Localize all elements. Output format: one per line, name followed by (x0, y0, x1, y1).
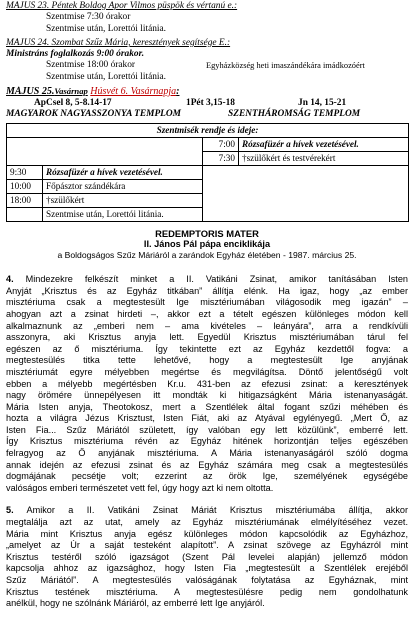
may23-heading: MÁJUS 23. Péntek Boldog Apor Vilmos püspök és vértanú e.: (6, 1, 238, 11)
paragraph-line (6, 552, 408, 564)
bulletin-page (6, 0, 408, 610)
line-text: Isten Fia... Szűz Máriától született, így valóban egy lett közülünk”, emberré lett. (6, 424, 408, 435)
line-text: Krisztus testéről szóló igazságot (Szent Pál levelei alapján) jellemző módon (6, 551, 408, 562)
table-row (7, 137, 409, 151)
paragraph-line (6, 413, 408, 425)
paragraph-line (6, 402, 408, 414)
time-cell: 10:00 (7, 179, 43, 193)
line-text: Szűz Máriától”. A megtestesülés valóságának folytatása az Egyháznak, mint (6, 575, 408, 585)
paragraph-line (6, 529, 408, 541)
paragraph-line (6, 505, 408, 517)
line-text: Mindezekre felkészít minket a II. Vatikáni Zsinat, amikor tanításában Isten (25, 274, 408, 285)
may24-adoration: Egyházközség heti imaszándékára imádkozóért (206, 61, 365, 71)
may23-litany-text: Szentmise után, Lorettói litánia. (46, 23, 167, 34)
may23-litany (6, 24, 408, 35)
paragraph-line (6, 379, 408, 391)
line-text: felragyog az Ő anyjának misztériuma. A Mária istenanyaságáról szóló dogma (6, 448, 408, 459)
time-cell: 9:30 (7, 165, 43, 179)
line-text: Így Krisztus misztériuma révén az Egyház hitének horizontján teljes egészében (6, 436, 408, 447)
encyclical-subtitle: II. János Pál pápa enciklikája (143, 238, 271, 249)
litany-text: Szentmise után, Lorettói litánia. (46, 208, 164, 219)
paragraph-4 (6, 274, 408, 494)
line-text: ahogyan azt a zsinat hirdeti –, akkor ezt a tételt egészen különleges módon kell (6, 308, 408, 319)
may25-feast: Húsvét 6. Vasárnapja (90, 85, 177, 97)
paragraph-line (6, 309, 408, 321)
line-text: dogmájának pecsétje volt; ezzerint az örök Ige, személyének egységébe (6, 471, 408, 482)
paragraph-line (6, 471, 408, 483)
line-text: valóságos emberi természetet vett fel, úgy hogy azt ki nem oltotta. (6, 482, 274, 493)
line-text: Krisztus testének misztériuma. A megtestesülésre pedig nem gondolhatunk (6, 586, 408, 597)
schedule-title: Szentmisék rendje és ideje: (7, 123, 409, 137)
line-text: hozta a világra Jézus Krisztust, Isten Fiát, aki az Atyával egylényegű. „Mert Ő, az (6, 413, 408, 424)
text-cell: Főpásztor szándékára (43, 179, 203, 193)
paragraph-line (6, 425, 408, 437)
table-row (7, 207, 409, 221)
text-cell: †szülőkért és testvérekért (239, 151, 409, 165)
paragraph-line (6, 390, 408, 402)
paragraph-line (6, 448, 408, 460)
line-text: alkalmaznunk az „emberi nem – ama kivételes – leányára”, arra a rendkívüli (6, 320, 408, 331)
paragraph-line (6, 575, 408, 587)
paragraph-line (6, 540, 408, 552)
line-text: ebben a mélyebb megértésben Kr.u. 431-ben az efezusi zsinat: a keresztények (6, 378, 408, 389)
table-row (7, 179, 409, 193)
church-left: MAGYAROK NAGYASSZONYA TEMPLOM (6, 109, 182, 120)
line-text: asszonyra, aki Krisztus anyja lett. Egyedül Krisztus misztériumában tárul fel (6, 332, 408, 343)
may25-day: Vasárnap (54, 85, 88, 96)
line-text: Amikor a II. Vatikáni Zsinat Máriát Krisztus misztériumába állítja, akkor (26, 505, 408, 516)
encyclical-description: a Boldogságos Szűz Máriáról a zarándok Egyház életében - 1987. március 25. (57, 249, 357, 260)
line-text: megtalálja azt az utat, amely az Egyház misztériumának elmélyítéséhez vezet. (6, 517, 408, 528)
paragraph-line (6, 436, 408, 448)
reading-1: ApCsel 8, 5-8.14-17 (34, 97, 112, 108)
may25-heading (6, 86, 408, 98)
paragraph-line (6, 321, 408, 333)
paragraph-line (6, 274, 408, 286)
line-text: nagy örömére ünnepélyesen itt mondták ki hitigazságként Mária istenanyaságát. (6, 390, 408, 401)
text-cell: †szülőkért (43, 193, 203, 207)
paragraph-number: 5. (6, 505, 14, 516)
may25-readings (6, 98, 408, 109)
paragraph-line (6, 483, 408, 495)
may24-mass: Szentmise 18:00 órakor (46, 60, 136, 71)
paragraph-5 (6, 505, 408, 609)
paragraph-line (6, 367, 408, 379)
paragraph-line (6, 344, 408, 356)
time-cell: 7:30 (203, 151, 239, 165)
line-text: egészen az ő misztériuma. Így tekintette ezt az Egyház kezdettől fogva: a (6, 343, 408, 354)
line-text: „amelyet az Úr a saját testeként alapított”. A zsinat szövege az Egyházról mint (6, 540, 408, 551)
line-text: kapcsolja ahhoz az igazsághoz, hogy Isten Fia „megtestesült a Szentlélek erejéből (6, 563, 408, 574)
reading-2: 1Pét 3,15-18 (186, 97, 235, 108)
time-cell: 18:00 (7, 193, 43, 207)
line-text: misztériuma csak a megtestesült Ige misztériumában világosodik meg igazán” – (6, 297, 408, 308)
may24-heading: MÁJUS 24. Szombat Szűz Mária, keresztények segítsége E.: (6, 37, 231, 48)
text-cell: Rózsafüzér a hívek vezetésével. (43, 165, 203, 179)
paragraph-number: 4. (6, 274, 14, 285)
line-text: misztériumát egyre mélyebben megértse és megvilágítsa. Döntő jelentőségű volt (6, 366, 408, 377)
table-row (7, 193, 409, 207)
line-text: megtestesülés titka tette lehetővé, hogy a megtestesült Ige anyjának (6, 355, 408, 366)
line-text: Mária mint Krisztus anyja egész különleges módon kapcsolódik az Egyházhoz, (6, 528, 408, 539)
time-cell (7, 207, 43, 221)
church-right: SZENTHÁROMSÁG TEMPLOM (228, 109, 361, 120)
line-text: annak idején az efezusi zsinat és az Egyház számára meg csak a megtestesülés (6, 459, 408, 470)
may24-litany: Szentmise után, Lorettói litánia. (46, 71, 167, 82)
paragraph-line (6, 460, 408, 472)
line-text: anélkül, hogy ne szólnánk Máriáról, az emberré lett Ige anyjáról. (6, 598, 265, 609)
text-cell (43, 207, 203, 221)
schedule-title-row (7, 123, 409, 137)
paragraph-line (6, 286, 408, 298)
paragraph-line (6, 332, 408, 344)
church-names (6, 109, 408, 120)
table-row (7, 151, 409, 165)
paragraph-line (6, 517, 408, 529)
line-text: Mária Isten anyja, Theotokosz, mert a Szentlélek által fogant szűzi méhében és (6, 401, 408, 412)
paragraph-line (6, 598, 408, 610)
line-text: Anyját „Krisztus és az Egyház titkában” állítja elénk. Ha igaz, hogy „az ember (6, 285, 408, 296)
encyclical-title: REDEMPTORIS MATER (155, 227, 259, 239)
may24-ministrants: Ministráns foglalkozás 9:00 órakor. (6, 49, 145, 60)
paragraph-line (6, 587, 408, 599)
paragraph-line (6, 297, 408, 309)
schedule-table (6, 123, 409, 222)
reading-3: Jn 14, 15-21 (298, 97, 347, 108)
table-row (7, 165, 409, 179)
time-cell: 7:00 (203, 137, 239, 151)
may25-date: MÁJUS 25. (6, 85, 55, 97)
paragraph-line (6, 563, 408, 575)
text-cell: Rózsafüzér a hívek vezetésével. (239, 137, 409, 151)
may25-colon: : (176, 85, 180, 97)
may23-mass: Szentmise 7:30 órakor (46, 12, 131, 23)
paragraph-line (6, 355, 408, 367)
may24-mass-row (6, 60, 408, 71)
